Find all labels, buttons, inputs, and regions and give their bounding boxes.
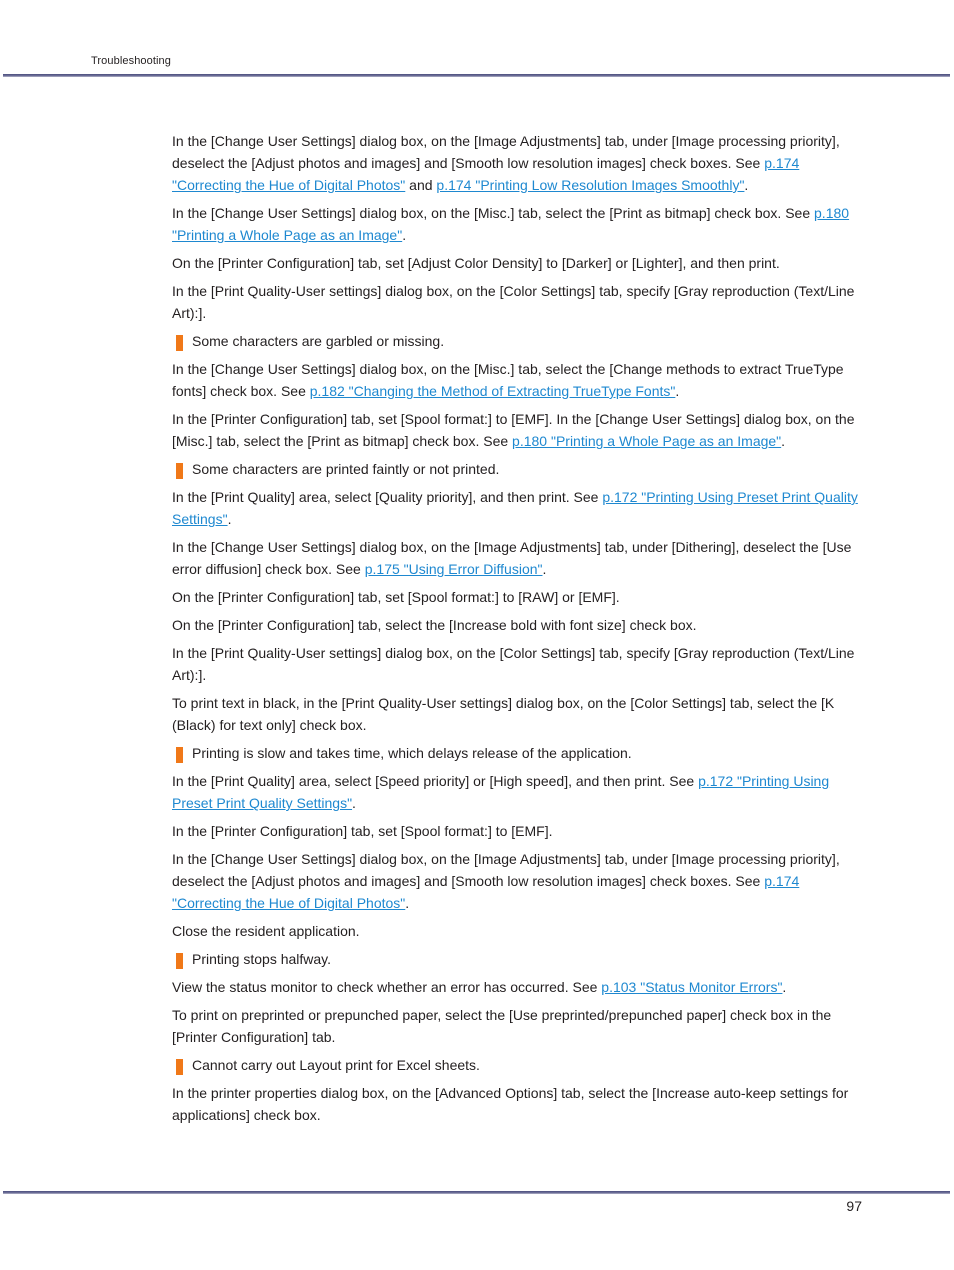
paragraph-text: In the [Change User Settings] dialog box, on the [Misc.] tab, select the [Print as bitmap] check box. See <box>172 205 815 221</box>
solution-paragraph <box>172 770 864 814</box>
solution-paragraph <box>172 202 864 246</box>
heading-marker-icon <box>176 747 183 763</box>
paragraph-text: . <box>402 227 407 243</box>
page-content <box>172 130 864 1132</box>
solution-paragraph <box>172 614 864 636</box>
solution-paragraph <box>172 976 864 998</box>
solution-paragraph <box>172 920 864 942</box>
solution-paragraph <box>172 358 864 402</box>
solution-paragraph <box>172 1004 864 1048</box>
paragraph-text: . <box>352 795 356 811</box>
problem-heading <box>172 948 864 970</box>
solution-paragraph <box>172 586 864 608</box>
running-header: Troubleshooting <box>91 55 171 67</box>
paragraph-text: In the [Printer Configuration] tab, set [Spool format:] to [EMF]. <box>172 823 553 839</box>
paragraph-text: In the [Print Quality-User settings] dialog box, on the [Color Settings] tab, specify [Gray reproduction (Text/Line Art):]. <box>172 645 855 683</box>
paragraph-text: . <box>744 177 749 193</box>
cross-reference-link[interactable]: p.180 "Printing a Whole Page as an Image" <box>172 205 850 243</box>
footer-rule <box>3 1191 950 1194</box>
problem-heading-text: Cannot carry out Layout print for Excel sheets. <box>192 1057 480 1073</box>
paragraph-text: To print text in black, in the [Print Quality-User settings] dialog box, on the [Color Settings] tab, select the [K (Black) for text only] check box. <box>172 695 835 733</box>
problem-heading-text: Some characters are printed faintly or not printed. <box>192 461 500 477</box>
solution-paragraph <box>172 1082 864 1126</box>
heading-marker-icon <box>176 1059 183 1075</box>
paragraph-text: . <box>675 383 680 399</box>
solution-paragraph <box>172 486 864 530</box>
paragraph-text: . <box>227 511 232 527</box>
cross-reference-link[interactable]: p.172 "Printing Using Preset Print Quality Settings" <box>172 489 858 527</box>
paragraph-text: On the [Printer Configuration] tab, select the [Increase bold with font size] check box. <box>172 617 697 633</box>
cross-reference-link[interactable]: p.103 "Status Monitor Errors" <box>601 979 783 995</box>
paragraph-text: In the [Change User Settings] dialog box, on the [Misc.] tab, select the [Change methods to extract TrueType fonts] check box. See <box>172 361 844 399</box>
header-rule <box>3 74 950 77</box>
solution-paragraph <box>172 848 864 914</box>
solution-paragraph <box>172 820 864 842</box>
cross-reference-link[interactable]: p.174 "Correcting the Hue of Digital Photos" <box>172 873 800 911</box>
problem-heading <box>172 458 864 480</box>
paragraph-text: In the [Print Quality-User settings] dialog box, on the [Color Settings] tab, specify [Gray reproduction (Text/Line Art):]. <box>172 283 855 321</box>
paragraph-text: . <box>542 561 547 577</box>
cross-reference-link[interactable]: p.180 "Printing a Whole Page as an Image" <box>512 433 782 449</box>
paragraph-text: In the printer properties dialog box, on the [Advanced Options] tab, select the [Increase auto-keep settings for applications] check box. <box>172 1085 849 1123</box>
paragraph-text: On the [Printer Configuration] tab, set [Spool format:] to [RAW] or [EMF]. <box>172 589 620 605</box>
paragraph-text: View the status monitor to check whether an error has occurred. See <box>172 979 602 995</box>
paragraph-text: . <box>405 895 410 911</box>
solution-paragraph <box>172 280 864 324</box>
problem-heading <box>172 742 864 764</box>
problem-heading <box>172 330 864 352</box>
paragraph-text: In the [Change User Settings] dialog box, on the [Image Adjustments] tab, under [Image processing priority], deselect the [Adjust photos and images] and [Smooth low resolution images] check boxes. See <box>172 851 840 889</box>
paragraph-text: In the [Change User Settings] dialog box, on the [Image Adjustments] tab, under [Image processing priority], deselect the [Adjust photos and images] and [Smooth low resolution images] check boxes. See <box>172 133 840 171</box>
problem-heading-text: Printing is slow and takes time, which delays release of the application. <box>192 745 632 761</box>
paragraph-text: Close the resident application. <box>172 923 360 939</box>
paragraph-text: To print on preprinted or prepunched paper, select the [Use preprinted/prepunched paper] check box in the [Printer Configuration] tab. <box>172 1007 832 1045</box>
paragraph-text: In the [Change User Settings] dialog box, on the [Image Adjustments] tab, under [Dithering], deselect the [Use error diffusion] check box. See <box>172 539 852 577</box>
paragraph-text: . <box>782 979 787 995</box>
cross-reference-link[interactable]: p.182 "Changing the Method of Extracting TrueType Fonts" <box>309 383 676 399</box>
page-number: 97 <box>846 1198 862 1214</box>
solution-paragraph <box>172 130 864 196</box>
problem-heading-text: Some characters are garbled or missing. <box>192 333 445 349</box>
solution-paragraph <box>172 692 864 736</box>
cross-reference-link[interactable]: p.172 "Printing Using Preset Print Quality Settings" <box>172 773 830 811</box>
paragraph-text: In the [Printer Configuration] tab, set [Spool format:] to [EMF]. In the [Change User Settings] dialog box, on the [Misc.] tab, select the [Print as bitmap] check box. See <box>172 411 855 449</box>
heading-marker-icon <box>176 463 183 479</box>
cross-reference-link[interactable]: p.175 "Using Error Diffusion" <box>364 561 543 577</box>
heading-marker-icon <box>176 953 183 969</box>
solution-paragraph <box>172 642 864 686</box>
cross-reference-link[interactable]: p.174 "Printing Low Resolution Images Smoothly" <box>436 177 745 193</box>
solution-paragraph <box>172 252 864 274</box>
paragraph-text: In the [Print Quality] area, select [Speed priority] or [High speed], and then print. See <box>172 773 699 789</box>
cross-reference-link[interactable]: p.174 "Correcting the Hue of Digital Photos" <box>172 155 800 193</box>
paragraph-text: . <box>781 433 786 449</box>
heading-marker-icon <box>176 335 183 351</box>
paragraph-text: In the [Print Quality] area, select [Quality priority], and then print. See <box>172 489 603 505</box>
solution-paragraph <box>172 408 864 452</box>
paragraph-text: and <box>405 177 437 193</box>
paragraph-text: On the [Printer Configuration] tab, set [Adjust Color Density] to [Darker] or [Lighter], and then print. <box>172 255 780 271</box>
solution-paragraph <box>172 536 864 580</box>
problem-heading-text: Printing stops halfway. <box>192 951 332 967</box>
problem-heading <box>172 1054 864 1076</box>
